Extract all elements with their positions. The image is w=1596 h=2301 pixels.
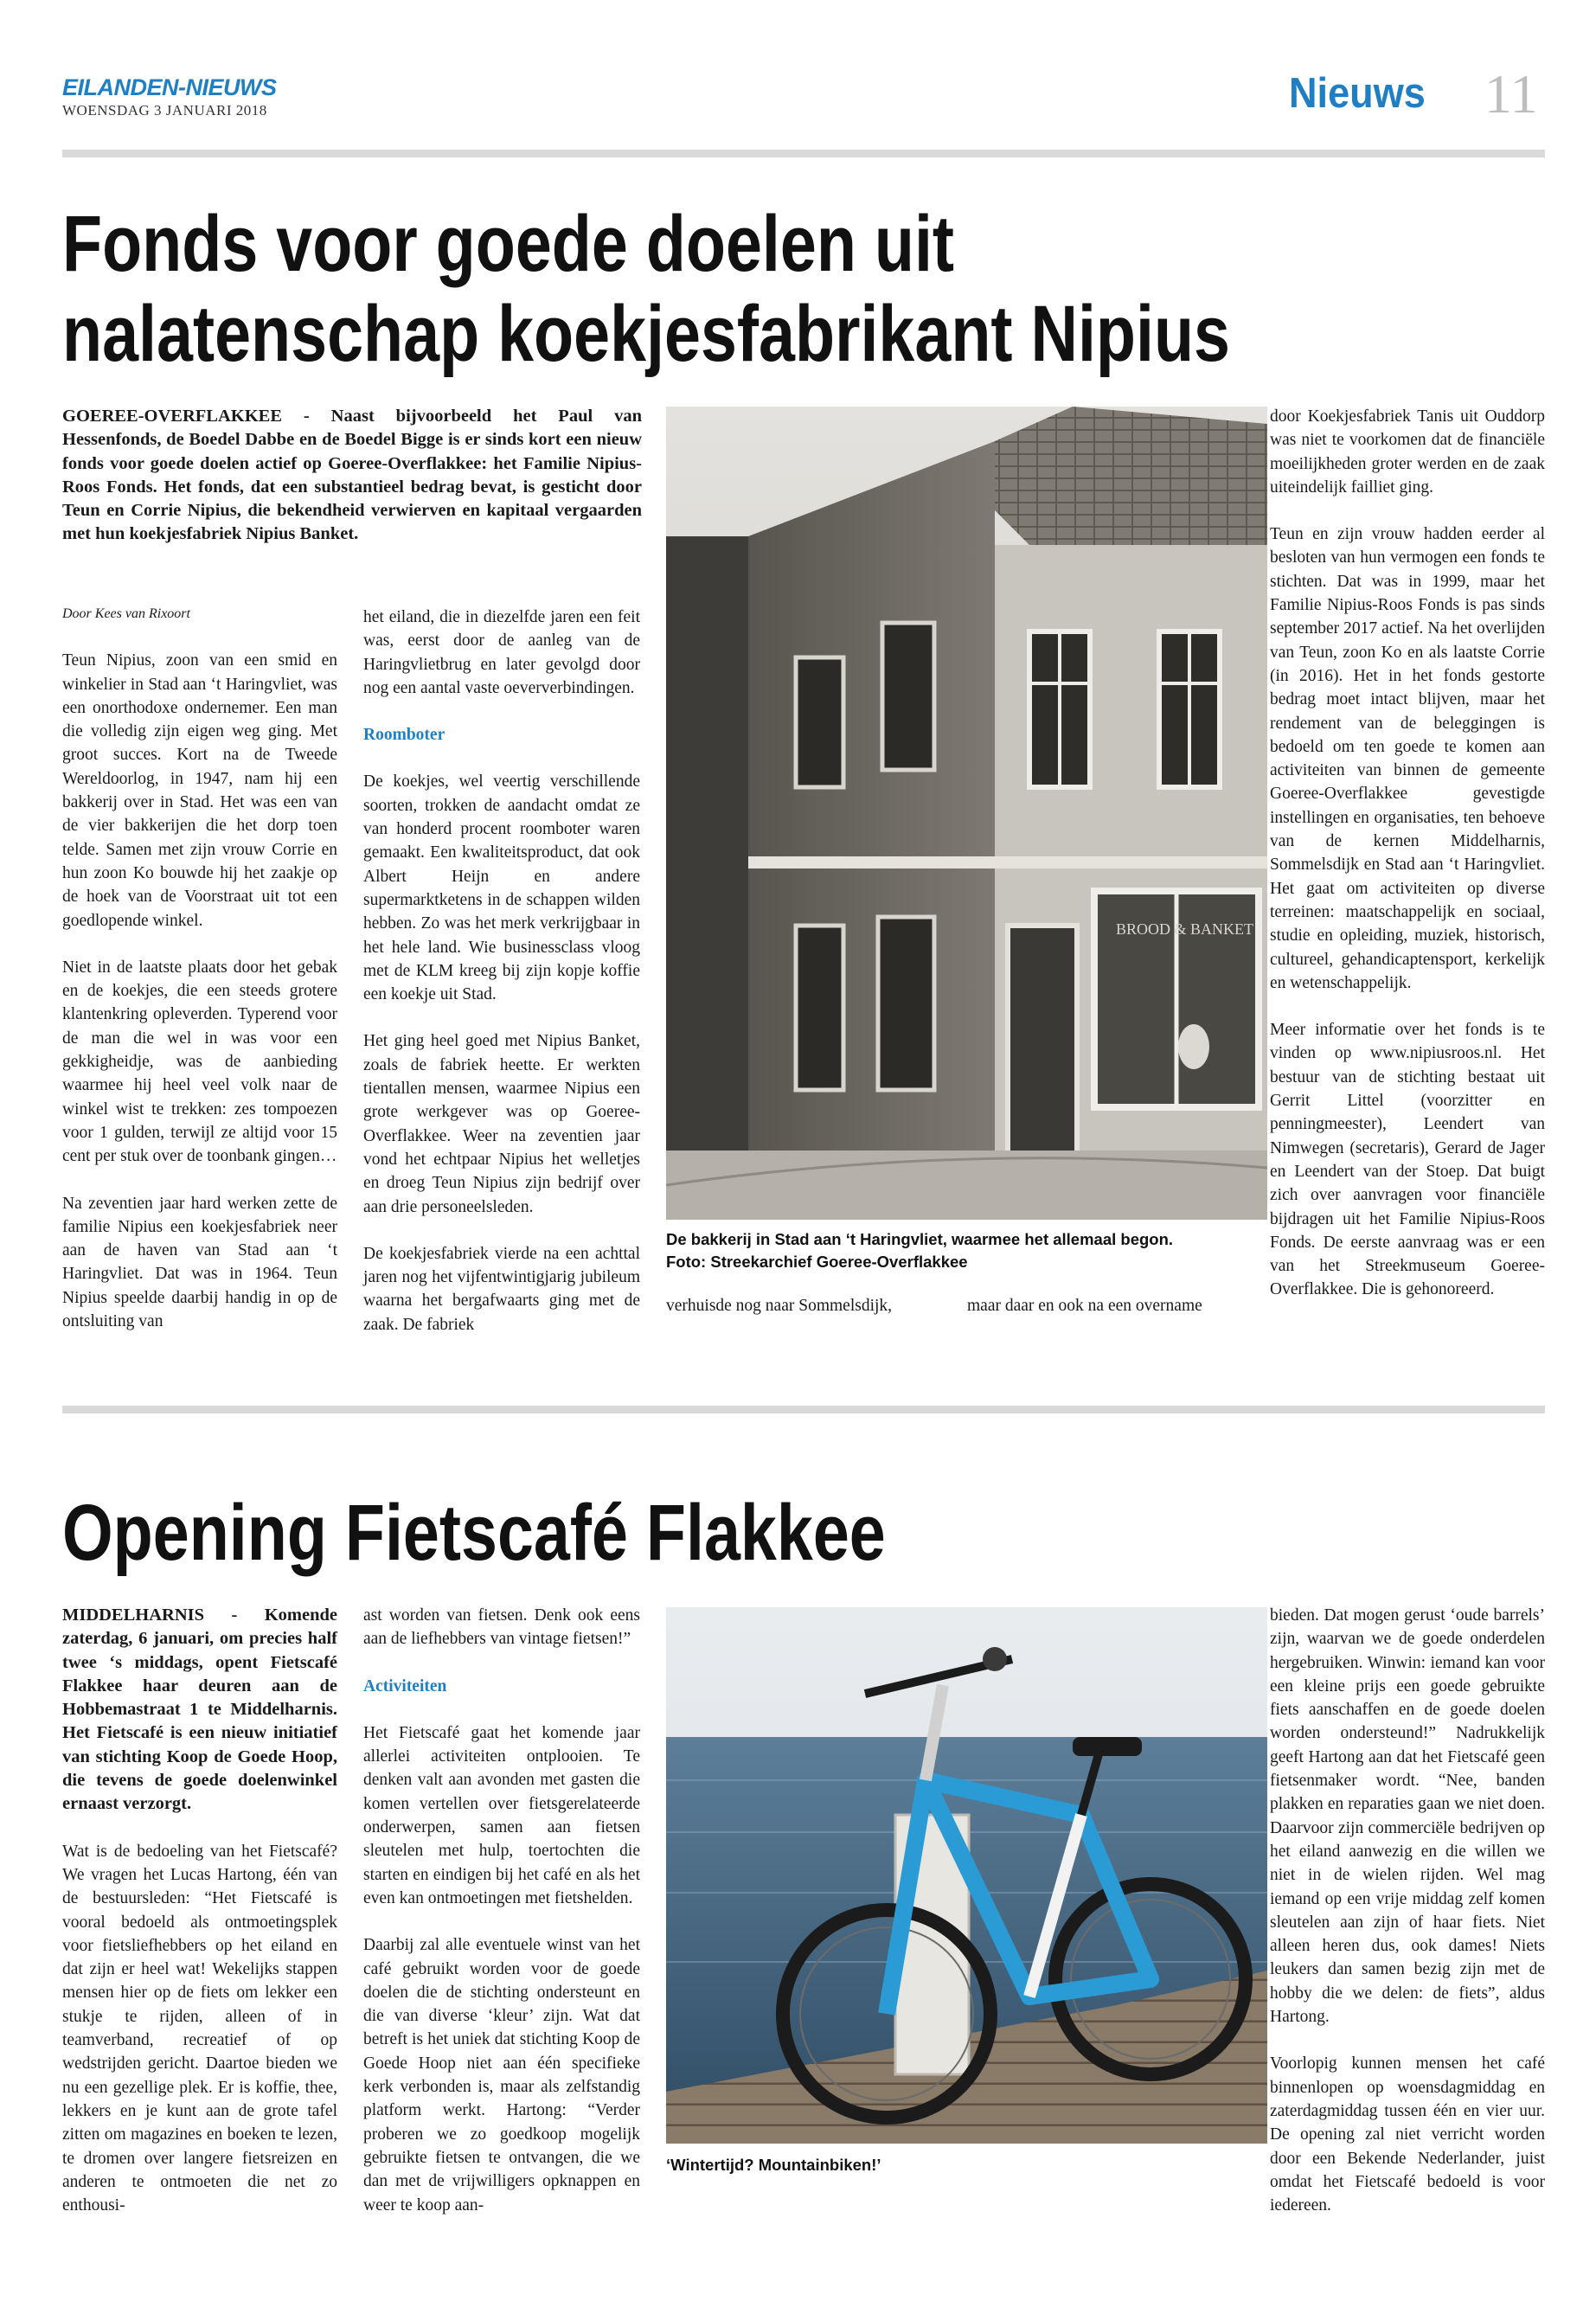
article1-lead: GOEREE-OVERFLAKKEE - Naast bijvoorbeeld het Paul van Hessenfonds, de Boedel Dabbe en de Boedel Bigge is er sinds kort een nieuw fonds voor goede doelen actief op Goeree-Overflakkee: het Familie Nipius-Roos Fonds. Het fonds, dat een substantieel bedrag bevat, is gesticht door Teun en Corrie Nipius, die bekendheid verwierven en kapitaal vergaarden met hun koekjesfabriek Nipius Banket. bbox=[62, 407, 642, 544]
bakery-photo bbox=[666, 407, 1267, 1220]
article2-col2-paragraph: ast worden van fietsen. Denk ook eens aan de liefhebbers van vintage fietsen!” bbox=[363, 1606, 640, 1649]
article1-col2-paragraph: Het ging heel goed met Nipius Banket, zoals de fabriek heette. Er werkten tientallen mensen, waarmee Nipius een grote werkgever was op Goeree-Overflakkee. Weer na zeventien jaar vond het echtpaar Nipius het welletjes en droeg Teun Nipius zijn bedrijf over aan drie personeelsleden. bbox=[363, 1032, 640, 1216]
issue-date: WOENSDAG 3 JANUARI 2018 bbox=[62, 102, 267, 119]
article1-col2-paragraph: De koekjesfabriek vierde na een achttal jaren nog het vijfentwintigjarig jubileum waarna het bergafwaarts ging met de zaak. De fabriek bbox=[363, 1244, 640, 1334]
article2-column-1 bbox=[62, 1604, 337, 2240]
article2-col2-paragraph: Het Fietscafé gaat het komende jaar allerlei activiteiten ontplooien. Te denken valt aan avonden met gasten die komen vertellen over fietsgerelateerde onderwerpen, samen aan fietsen sleutelen met hulp, toertochten die starten en eindigen bij het café en als het even kan ontmoetingen met fietshelden. bbox=[363, 1723, 640, 1907]
storefront-lettering: BROOD & BANKET bbox=[1116, 920, 1254, 938]
article1-under-photo-right: maar daar en ook na een overname bbox=[967, 1297, 1202, 1315]
article1-byline: Door Kees van Rixoort bbox=[62, 606, 190, 621]
bike-photo bbox=[666, 1607, 1267, 2144]
article1-subhead-roomboter: Roomboter bbox=[363, 726, 445, 745]
article1-col1-paragraph: Na zeventien jaar hard werken zette de familie Nipius een koekjesfabriek neer aan de haven van Stad aan ‘t Haringvliet. Dat was in 1964. Teun Nipius speelde daarbij handig in op de ontsluiting van bbox=[62, 1194, 337, 1331]
article1-col1-paragraph: Niet in de laatste plaats door het gebak en de koekjes, die een steeds grotere klantenkring opleverden. Typerend voor de man die wel in was voor een gekkigheidje, was de aanbieding waarmee hij heel veel volk naar de winkel wist te trekken: zes tompoezen voor 1 gulden, terwijl ze altijd voor 15 cent per stuk over de toonbank gingen… bbox=[62, 958, 337, 1166]
article1-column-1 bbox=[62, 602, 337, 1356]
article1-headline-line1: Fonds voor goede doelen uit bbox=[62, 200, 955, 288]
article1-col2-paragraph: De koekjes, wel veertig verschillende soorten, trokken de aandacht omdat ze van honderd procent roomboter waren gemaakt. Een kwaliteitsproduct, dat ook Albert Heijn en andere supermarktketens in de schappen wilden hebben. Zo was het merk verkrijgbaar in het hele land. Wie businessclass vloog met de KLM kreeg bij zijn kopje koffie een koekje uit Stad. bbox=[363, 772, 640, 1004]
article2-subhead-activiteiten: Activiteiten bbox=[363, 1676, 447, 1695]
bakery-photo-caption-line2: Foto: Streekarchief Goeree-Overflakkee bbox=[666, 1253, 968, 1271]
section-title: Nieuws bbox=[1289, 70, 1426, 117]
article1-column-2 bbox=[363, 606, 640, 1360]
article2-col1-paragraph: Wat is de bedoeling van het Fietscafé? We vragen het Lucas Hartong, één van de bestuursleden: “Het Fietscafé is vooral bedoeld als ontmoetingsplek voor fietsliefhebbers op het eiland en dat zijn er heel wat! Wekelijks stappen mensen hier op de fiets om lekker een stukje te rijden, alleen of in teamverband, recreatief of op wedstrijden gericht. Daartoe bieden we nu een gezellige plek. Er is koffie, thee, lekkers en je kunt aan de grote tafel zitten om magazines en boeken te lezen, te dromen over langere fietsreizen en anderen te ontmoeten die net zo enthousi- bbox=[62, 1842, 337, 2215]
article1-col4-paragraph: Meer informatie over het fonds is te vinden op www.nipiusroos.nl. Het bestuur van de stichting bestaat uit Gerrit Littel (voorzitter en penningmeester), Leendert van Nimwegen (secretaris), Gerard de Jager en Leendert van der Stoep. Dat buigt zich over aanvragen voor financiële bijdragen uit het Familie Nipius-Roos Fonds. De eerste aanvraag was er een van het Streekmuseum Goeree-Overflakkee. Die is gehonoreerd. bbox=[1270, 1021, 1545, 1299]
article1-col1-paragraph: Teun Nipius, zoon van een smid en winkelier in Stad aan ‘t Haringvliet, was een onorthodoxe ondernemer. Een man die volledig zijn eigen weg ging. Met groot succes. Kort na de Tweede Wereldoorlog, in 1947, nam hij een bakkerij over in Stad. Het was een van de vier bakkerijen die het dorp toen telde. Samen met zijn vrouw Corrie en hun zoon Ko bouwde hij het zaakje op de hoek van de Voorstraat uit tot een goedlopende winkel. bbox=[62, 651, 337, 930]
bakery-photo-caption-line1: De bakkerij in Stad aan ‘t Haringvliet, waarmee het allemaal begon. bbox=[666, 1230, 1174, 1248]
article1-column-4 bbox=[1270, 405, 1545, 1325]
article2-lead: MIDDELHARNIS - Komende zaterdag, 6 januari, om precies half twee ‘s middags, opent Fietscafé Flakkee haar deuren aan de Hobbemastraat 1 te Middelharnis. Het Fietscafé is een nieuw initiatief van stichting Koop de Goede Hoop, die tevens de goede doelenwinkel ernaast verzorgt. bbox=[62, 1606, 337, 1814]
bike-photo-illustration bbox=[666, 1607, 1267, 2144]
article2-column-4 bbox=[1270, 1604, 1545, 2240]
header-rule bbox=[62, 150, 1545, 157]
article1-under-photo-left: verhuisde nog naar Sommelsdijk, bbox=[666, 1297, 893, 1315]
masthead-logo: EILANDEN-NIEUWS bbox=[62, 74, 277, 100]
article2-column-2 bbox=[363, 1604, 640, 2240]
article2-headline: Opening Fietscafé Flakkee bbox=[62, 1489, 886, 1577]
bike-photo-caption: ‘Wintertijd? Mountainbiken!’ bbox=[666, 2156, 881, 2174]
page-number: 11 bbox=[1484, 63, 1538, 125]
article1-headline-line2: nalatenschap koekjesfabrikant Nipius bbox=[62, 290, 1231, 378]
article1-col2-paragraph: het eiland, die in diezelfde jaren een feit was, eerst door de aanleg van de Haringvlietbrug en later gevolgd door nog een aantal vaste oeververbindingen. bbox=[363, 608, 640, 697]
article1-col4-paragraph: Teun en zijn vrouw hadden eerder al besloten van hun vermogen een fonds te stichten. Dat was in 1999, maar het Familie Nipius-Roos Fonds is pas sinds september 2017 actief. Na het overlijden van Teun, zoon Ko en als laatste Corrie (in 2016). Het in het fonds gestorte bedrag moet intact blijven, maar het rendement van de beleggingen is bedoeld om ten goede te komen aan activiteiten van binnen de gemeente Goeree-Overflakkee gevestigde instellingen en organisaties, ten behoeve van de kernen Middelharnis, Sommelsdijk en Stad aan ‘t Haringvliet. Het gaat om activiteiten op diverse terreinen: maatschappelijk en sociaal, studie en opleiding, muziek, historisch, cultureel, gehandicaptensport, kerkelijk en wetenschappelijk. bbox=[1270, 525, 1545, 992]
bakery-photo-illustration bbox=[666, 407, 1267, 1220]
article2-col2-paragraph: Daarbij zal alle eventuele winst van het café gebruikt worden voor de goede doelen die de stichting ondersteunt en die van diverse ‘kleur’ zijn. Wat dat betreft is het uniek dat stichting Koop de Goede Hoop niet aan één specifieke kerk verbonden is, maar als zelfstandig platform werkt. Hartong: “Verder proberen we zo goedkoop mogelijk gebruikte fietsen te ontvangen, die we dan met de vrijwilligers opknappen en weer te koop aan- bbox=[363, 1936, 640, 2214]
article1-col4-paragraph: door Koekjesfabriek Tanis uit Ouddorp was niet te voorkomen dat de financiële moeilijkheden groter werden en de zaak uiteindelijk failliet ging. bbox=[1270, 407, 1545, 497]
article2-col4-paragraph: Voorlopig kunnen mensen het café binnenlopen op woensdagmiddag en zaterdagmiddag tussen één en vier uur. De opening zal niet verricht worden door een Bekende Nederlander, juist omdat het Fietscafé bedoeld is voor iedereen. bbox=[1270, 2054, 1545, 2215]
article2-col4-paragraph: bieden. Dat mogen gerust ‘oude barrels’ zijn, waarvan we de goede onderdelen hergebruiken. Winwin: iemand kan voor een kleine prijs een goede gebruikte fiets aanschaffen en de goede doelen worden ondersteund!” Nadrukkelijk geeft Hartong aan dat het Fietscafé geen fietsenmaker wordt. “Nee, banden plakken en reparaties gaan we niet doen. Daarvoor zijn commerciële bedrijven op het eiland aanwezig en die willen we niet in de wielen rijden. Wel mag iemand op een vrije middag zelf komen sleutelen aan zijn of haar fiets. Niet alleen heren dus, ook dames! Niets leukers dan samen bezig zijn met de hobby die we delen: de fiets”, aldus Hartong. bbox=[1270, 1606, 1545, 2027]
article-separator-rule bbox=[62, 1406, 1545, 1413]
